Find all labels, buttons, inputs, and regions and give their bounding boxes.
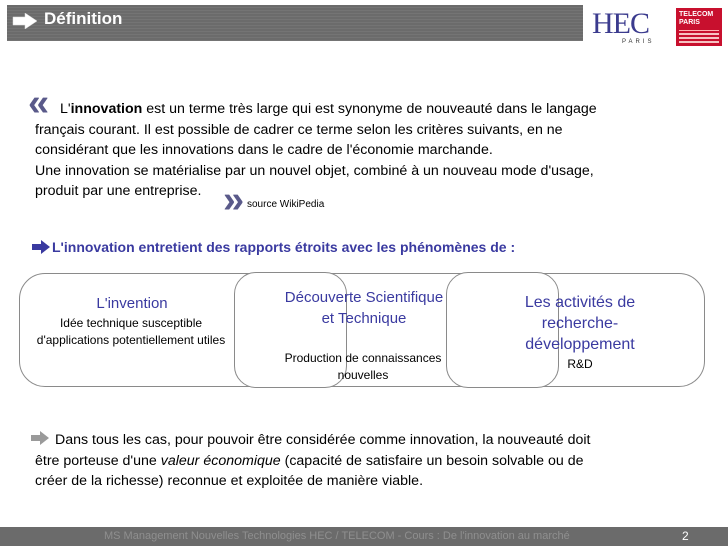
rd-description: R&D xyxy=(567,357,593,371)
rd-title: Les activités de recherche-développement xyxy=(524,294,636,353)
definition-line-4: Une innovation se matérialise par un nouvel objet, combiné à un nouveau mode d'usage, xyxy=(35,162,594,179)
invention-description: Idée technique susceptible d'applications potentiellement utiles xyxy=(36,316,226,347)
economic-value-emphasis: valeur économique xyxy=(160,452,281,469)
hec-logo: HEC PARIS xyxy=(592,7,655,45)
quote-open: « xyxy=(28,82,50,124)
discovery-title: Découverte Scientifique et Technique xyxy=(284,289,444,327)
definition-line-3: considérant que les innovations dans le cadre de l'économie marchande. xyxy=(35,142,493,158)
conclusion-line-2: être porteuse d'une valeur économique (capacité de satisfaire un besoin solvable ou de xyxy=(35,452,584,469)
arrow-right-icon xyxy=(31,240,51,254)
definition-line-1: L'innovation est un terme très large qui est synonyme de nouveauté dans le langage xyxy=(60,101,597,117)
conclusion-line-1: Dans tous les cas, pour pouvoir être considérée comme innovation, la nouveauté doit xyxy=(55,432,591,448)
footer xyxy=(0,527,728,546)
definition-line-2: français courant. Il est possible de cadrer ce terme selon les critères suivants, en ne xyxy=(35,121,563,138)
footer-text: MS Management Nouvelles Technologies HEC / TELECOM - Cours : De l'innovation au marché xyxy=(104,530,570,542)
definition-text xyxy=(35,99,685,202)
conclusion-text xyxy=(35,430,685,492)
section-heading: L'innovation entretient des rapports étroits avec les phénomènes de : xyxy=(52,239,516,255)
conclusion-line-3: créer de la richesse) reconnue et exploitée de manière viable. xyxy=(35,473,424,489)
source-label: source WikiPedia xyxy=(247,199,325,210)
slide-title: Définition xyxy=(44,9,123,28)
quote-close: » xyxy=(223,179,245,221)
discovery-description: Production de connaissances nouvelles xyxy=(284,351,442,382)
definition-term: innovation xyxy=(70,101,143,117)
page-number: 2 xyxy=(682,529,689,543)
invention-title: L'invention xyxy=(96,295,168,312)
definition-line-5: produit par une entreprise. xyxy=(35,183,202,199)
arrow-right-icon xyxy=(12,13,38,29)
header xyxy=(0,0,728,54)
telecom-paris-logo: TELECOM PARIS xyxy=(676,8,722,46)
